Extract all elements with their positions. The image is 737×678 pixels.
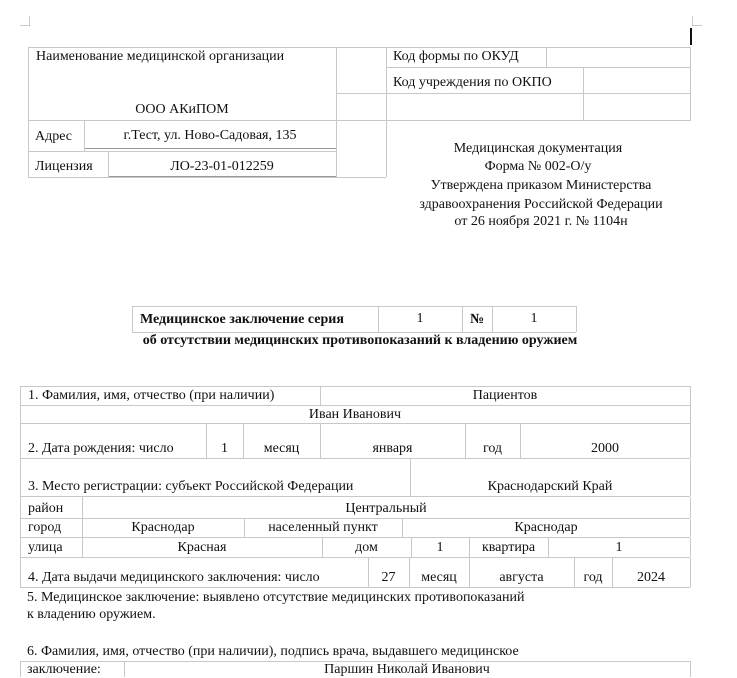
district-value[interactable]: Центральный <box>345 501 427 516</box>
document-type: Медицинская документация <box>453 141 623 156</box>
form-number: Форма № 002-О/у <box>484 159 592 174</box>
birth-month-label: месяц <box>263 441 300 456</box>
title-subtitle: об отсутствии медицинских противопоказаний к владению оружием <box>142 333 578 348</box>
title-number-value: 1 <box>530 311 538 326</box>
okud-label: Код формы по ОКУД <box>393 49 519 64</box>
page-corner-mark-top-left <box>20 16 30 26</box>
city-value[interactable]: Краснодар <box>131 520 195 535</box>
fio-name[interactable]: Иван Иванович <box>308 407 402 422</box>
approval-line-2: здравоохранения Российской Федерации <box>419 197 663 212</box>
flat-value[interactable]: 1 <box>615 540 623 555</box>
conclusion-line-1: 5. Медицинское заключение: выявлено отсутствие медицинских противопоказаний <box>27 590 525 605</box>
birth-day[interactable]: 1 <box>221 441 228 456</box>
conclusion-line-2: к владению оружием. <box>27 607 156 622</box>
issue-date-label: 4. Дата выдачи медицинского заключения: число <box>28 570 320 585</box>
birth-year[interactable]: 2000 <box>591 441 619 456</box>
issue-year-label: год <box>583 570 603 585</box>
street-label: улица <box>28 540 63 555</box>
house-label: дом <box>355 540 378 555</box>
license-value: ЛО-23-01-012259 <box>170 159 274 174</box>
license-label: Лицензия <box>35 159 93 174</box>
text-cursor <box>690 28 692 45</box>
birth-month[interactable]: января <box>372 441 413 456</box>
approval-line-3: от 26 ноября 2021 г. № 1104н <box>454 214 628 229</box>
registration-label: 3. Место регистрации: субъект Российской Федерации <box>28 479 354 494</box>
fio-surname[interactable]: Пациентов <box>472 388 538 403</box>
registration-subject[interactable]: Краснодарский Край <box>487 479 613 494</box>
org-name-label: Наименование медицинской организации <box>36 49 285 64</box>
approval-line-1: Утверждена приказом Министерства <box>430 178 652 193</box>
page-corner-mark-top-right <box>692 16 702 26</box>
issue-day[interactable]: 27 <box>381 570 396 585</box>
birth-year-label: год <box>482 441 503 456</box>
title-series-label: Медицинское заключение серия <box>140 312 344 327</box>
house-value[interactable]: 1 <box>436 540 444 555</box>
birth-label: 2. Дата рождения: число <box>28 441 174 456</box>
issue-month[interactable]: августа <box>499 570 544 585</box>
street-value[interactable]: Красная <box>177 540 227 555</box>
address-value: г.Тест, ул. Ново-Садовая, 135 <box>123 128 297 143</box>
address-label: Адрес <box>35 129 73 144</box>
issue-year[interactable]: 2024 <box>637 570 665 585</box>
district-label: район <box>28 501 64 516</box>
title-number-label: № <box>469 312 485 327</box>
settlement-label: населенный пункт <box>268 520 378 535</box>
flat-label: квартира <box>481 540 536 555</box>
title-series-value: 1 <box>416 311 424 326</box>
org-name-value: ООО АКиПОМ <box>135 102 229 117</box>
doctor-name[interactable]: Паршин Николай Иванович <box>324 662 490 677</box>
city-label: город <box>28 520 62 535</box>
issue-month-label: месяц <box>421 570 457 585</box>
doctor-line-1: 6. Фамилия, имя, отчество (при наличии), подпись врача, выдавшего медицинское <box>27 644 519 659</box>
fio-label: 1. Фамилия, имя, отчество (при наличии) <box>28 388 275 403</box>
settlement-value[interactable]: Краснодар <box>514 520 578 535</box>
doctor-line-2: заключение: <box>27 662 101 677</box>
okpo-label: Код учреждения по ОКПО <box>393 75 552 90</box>
